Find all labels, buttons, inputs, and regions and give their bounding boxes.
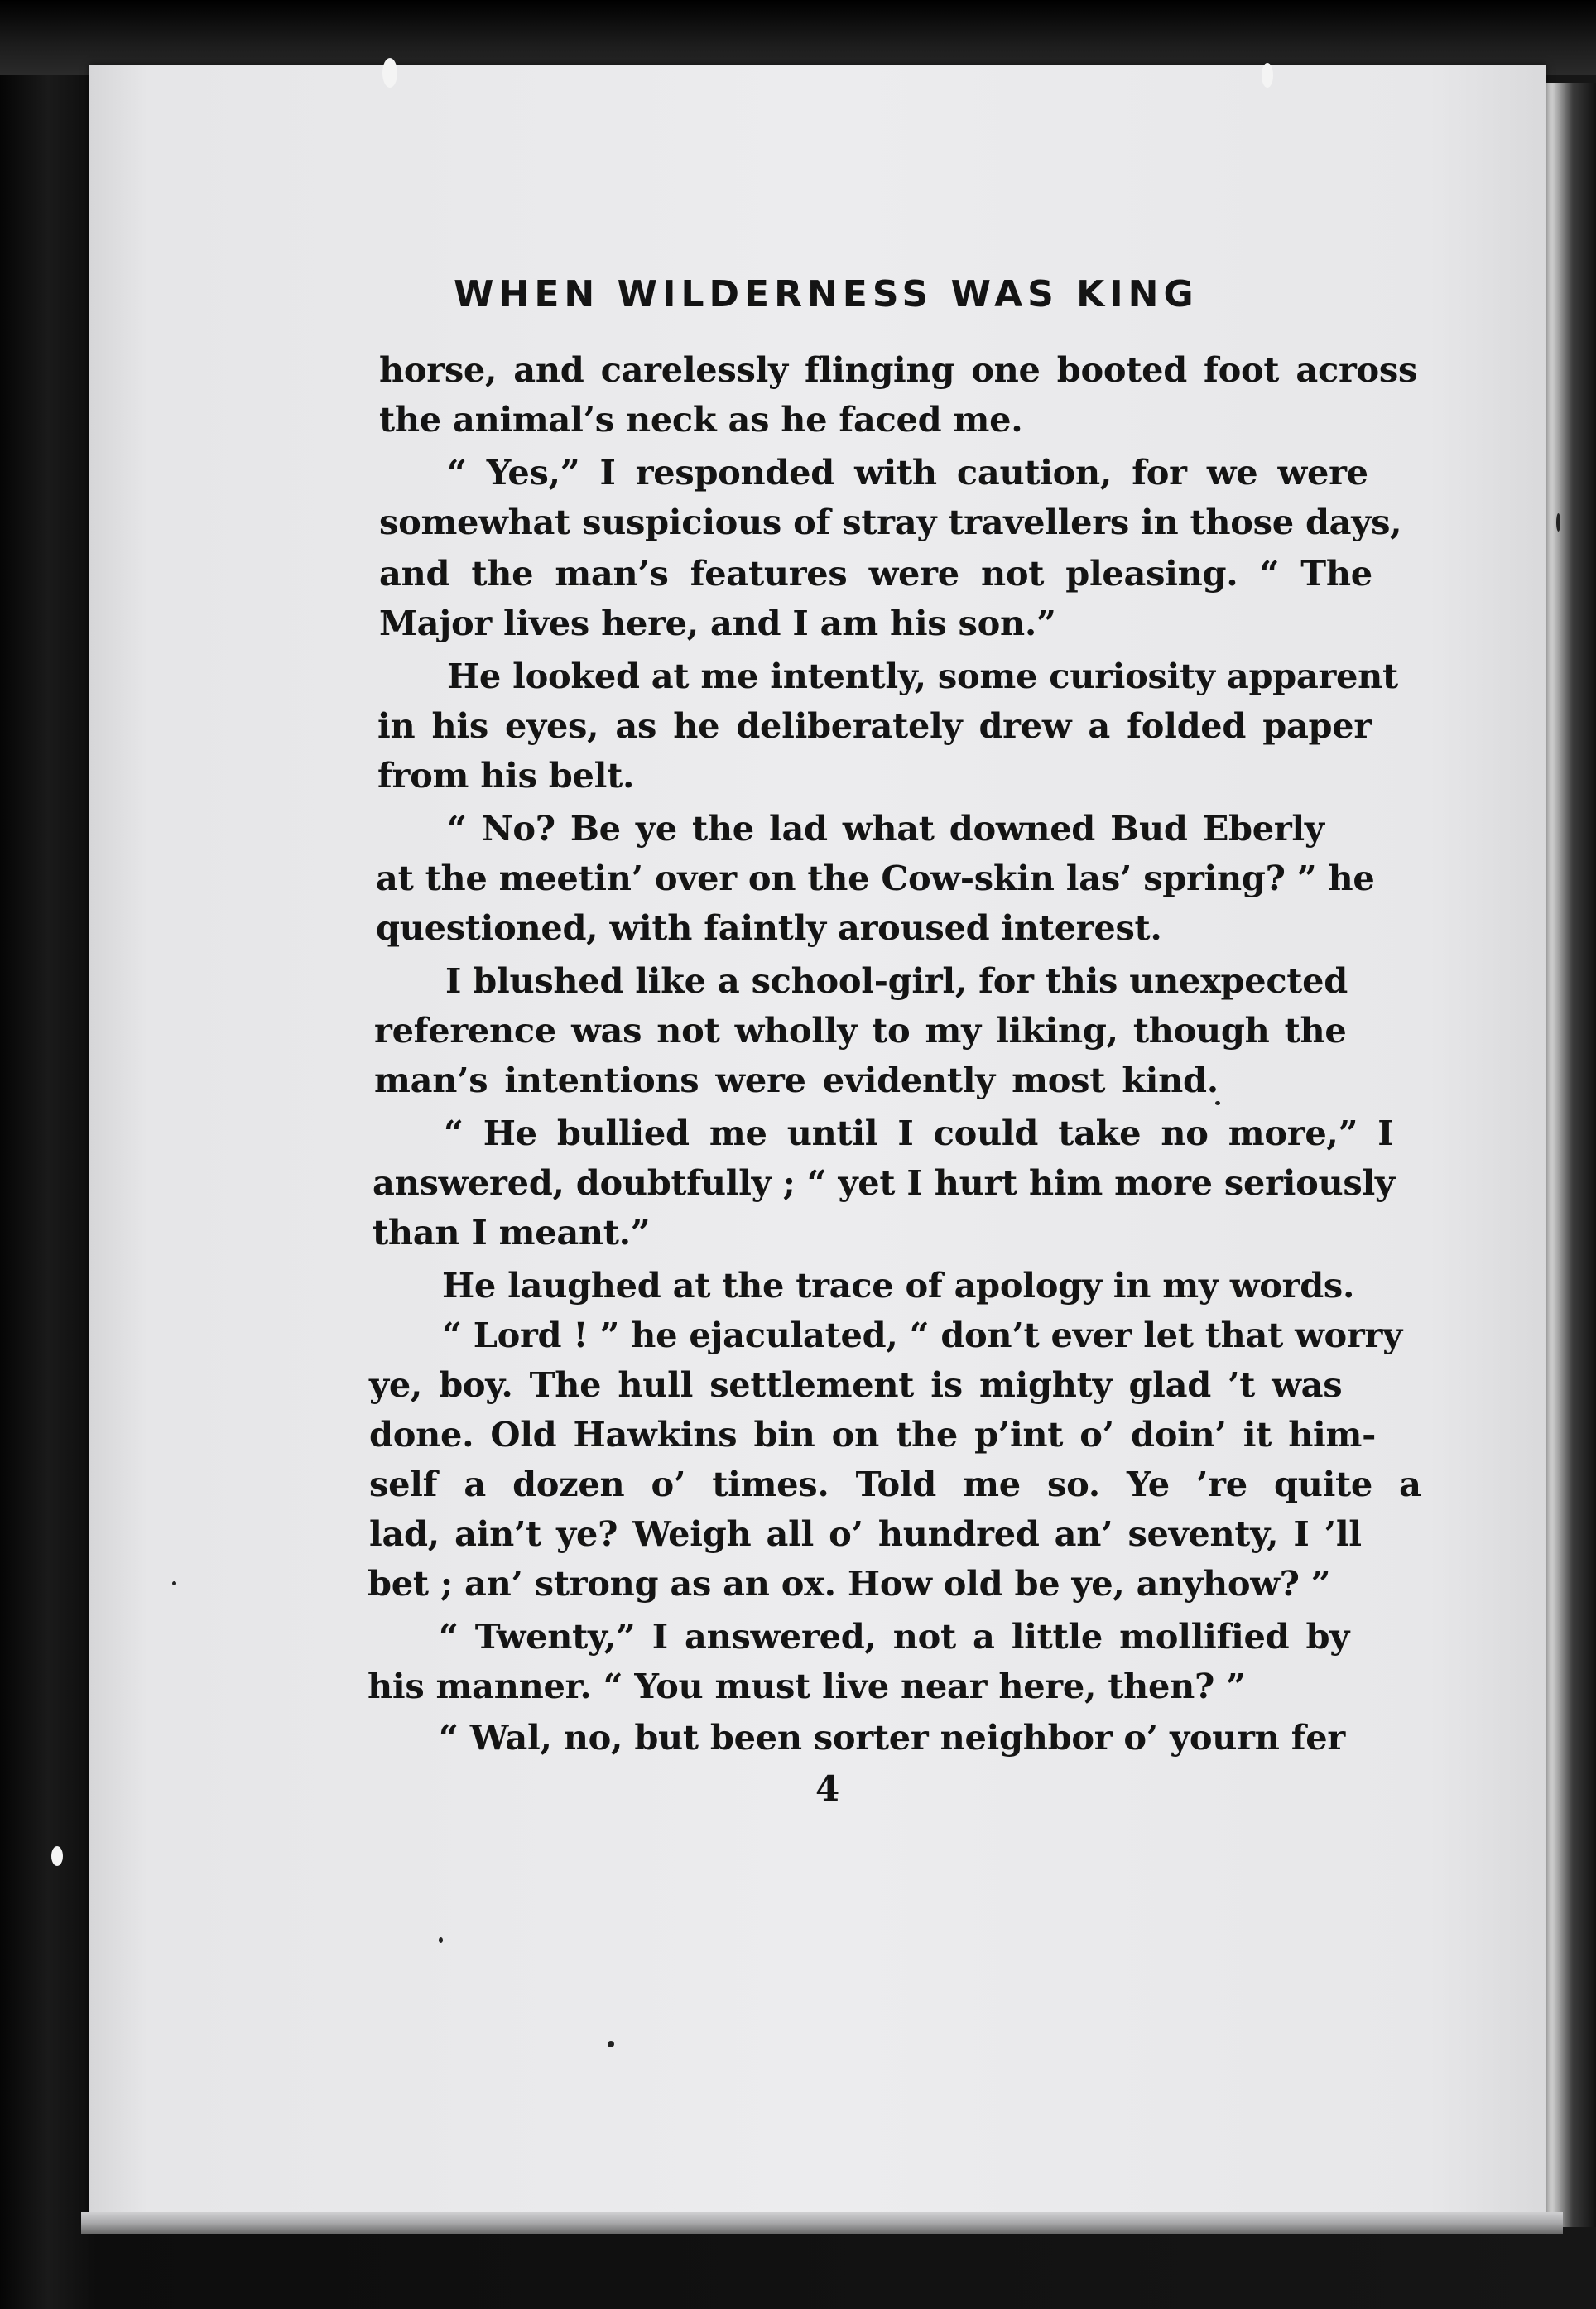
text-line: “ Lord ! ” he ejaculated, “ don’t ever let that worry	[442, 1315, 1402, 1355]
text-line: “ Yes,” I responded with caution, for we were	[447, 452, 1368, 493]
text-line: the animal’s neck as he faced me.	[379, 399, 1023, 440]
text-line: “ Twenty,” I answered, not a little mollified by	[439, 1616, 1350, 1657]
text-line: answered, doubtfully ; “ yet I hurt him more seriously	[373, 1162, 1395, 1203]
text-line: self a dozen o’ times. Told me so. Ye ’re quite a	[369, 1464, 1421, 1504]
text-line: horse, and carelessly flinging one booted foot across	[379, 349, 1418, 390]
scan-speck	[382, 58, 397, 88]
scan-speck	[1215, 1101, 1220, 1105]
text-line: than I meant.”	[373, 1212, 651, 1253]
scan-speck	[608, 2041, 614, 2047]
text-line: reference was not wholly to my liking, though the	[374, 1010, 1347, 1051]
text-line: in his eyes, as he deliberately drew a folded paper	[377, 705, 1372, 746]
text-line: “ Wal, no, but been sorter neighbor o’ yourn fer	[439, 1717, 1345, 1758]
scan-speck	[172, 1581, 176, 1585]
text-line: ye, boy. The hull settlement is mighty glad ’t was	[369, 1364, 1343, 1405]
text-line: He laughed at the trace of apology in my words.	[442, 1265, 1355, 1306]
text-line: at the meetin’ over on the Cow-skin las’ spring? ” he	[376, 858, 1375, 898]
text-line: done. Old Hawkins bin on the p’int o’ doin’ it him-	[369, 1414, 1377, 1455]
text-line: from his belt.	[377, 755, 635, 796]
page-number: 4	[815, 1768, 840, 1809]
scan-speck	[51, 1846, 63, 1866]
text-line: and the man’s features were not pleasing. “ The	[379, 553, 1372, 594]
text-line: bet ; an’ strong as an ox. How old be ye, anyhow? ”	[368, 1563, 1331, 1604]
page-bottom-edge	[81, 2212, 1563, 2234]
scan-top-edge	[0, 0, 1596, 75]
scan-speck	[1556, 513, 1560, 532]
scan-speck	[439, 1937, 443, 1943]
text-line: “ No? Be ye the lad what downed Bud Eberly	[447, 808, 1324, 849]
text-line: somewhat suspicious of stray travellers in those days,	[379, 502, 1402, 542]
text-line: I blushed like a school-girl, for this unexpected	[445, 960, 1348, 1001]
text-line: He looked at me intently, some curiosity apparent	[447, 656, 1398, 696]
running-head: WHEN WILDERNESS WAS KING	[454, 273, 1199, 315]
text-line: his manner. “ You must live near here, then? ”	[368, 1666, 1246, 1706]
text-line: man’s intentions were evidently most kind.	[374, 1060, 1219, 1100]
text-line: “ He bullied me until I could take no more,” I	[444, 1113, 1394, 1153]
scan-speck	[1262, 63, 1273, 88]
text-line: Major lives here, and I am his son.”	[379, 603, 1056, 643]
book-fore-edge	[1538, 83, 1596, 2227]
text-line: questioned, with faintly aroused interest.	[376, 907, 1162, 948]
text-line: lad, ain’t ye? Weigh all o’ hundred an’ seventy, I ’ll	[369, 1513, 1362, 1554]
